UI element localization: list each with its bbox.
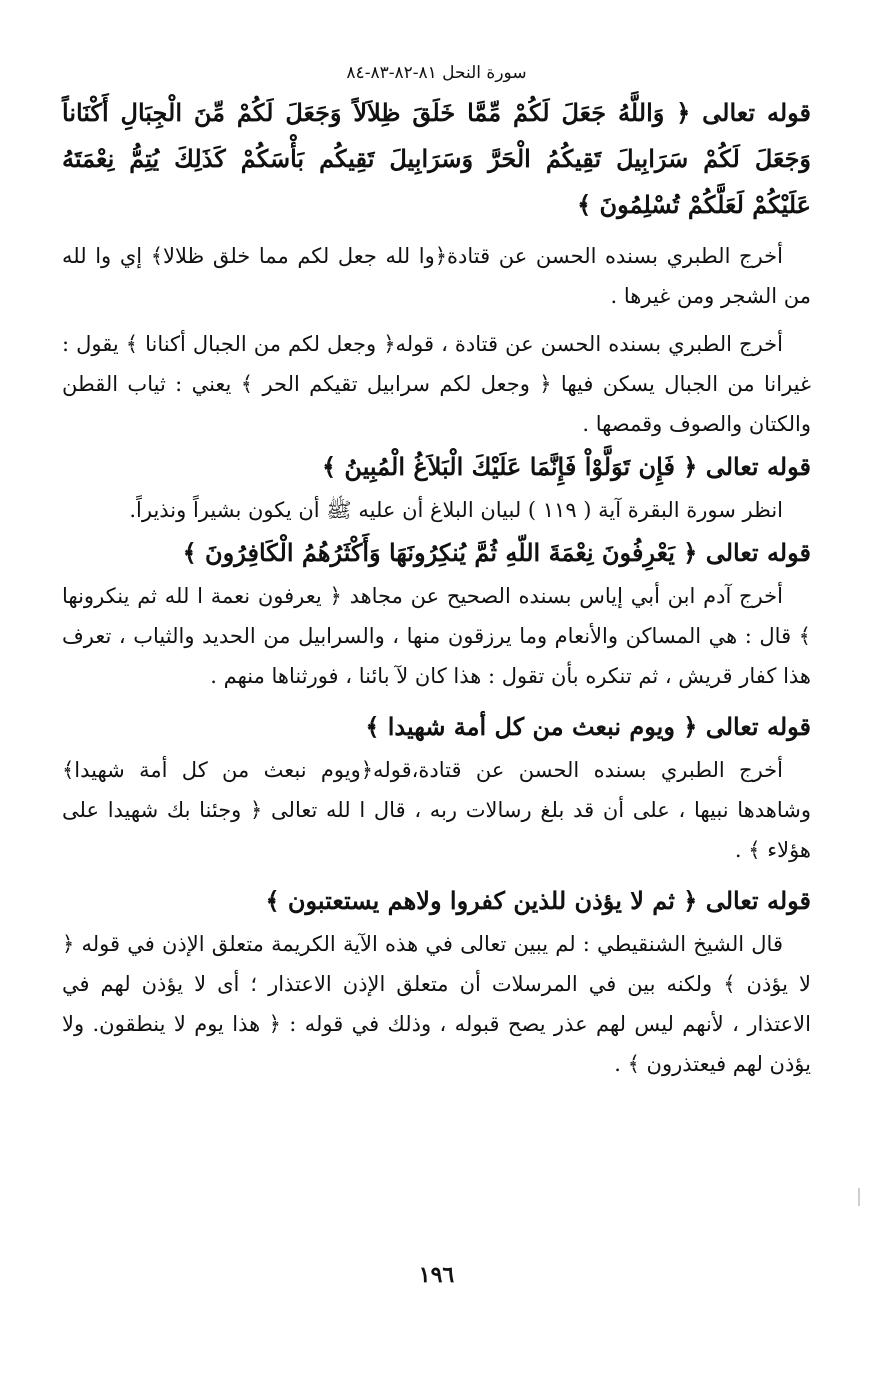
spacer: [62, 228, 811, 236]
page-number: ١٩٦: [418, 1262, 455, 1288]
commentary-paragraph: أخرج الطبري بسنده الحسن عن قتادة ، قوله﴿ وجعل لكم من الجبال أكنانا ﴾ يقول : غيرانا من الجبال يسكن فيها ﴿ وجعل لكم سرابيل تقيكم الحر ﴾ يعني : ثياب القطن والكتان والصوف وقمصها .: [62, 332, 811, 436]
commentary-paragraph: أخرج الطبري بسنده الحسن عن قتادة،قوله﴿ويوم نبعث من كل أمة شهيدا﴾ وشاهدها نبيها ، على أن قد بلغ رسالات ربه ، قال ا لله تعالى ﴿ وجئنا بك شهيدا على هؤلاء ﴾ .: [62, 758, 811, 862]
spacer: [62, 316, 811, 324]
verse-heading: قوله تعالى ﴿ وَاللَّهُ جَعَلَ لَكُمْ مِّمَّا خَلَقَ ظِلاَلاً وَجَعَلَ لَكُمْ مِّنَ الْجِبَالِ أَكْنَاناً وَجَعَلَ لَكُمْ سَرَابِيلَ تَقِيكُمُ الْحَرَّ وَسَرَابِيلَ تَقِيكُم بَأْسَكُمْ كَذَلِكَ يُتِمُّ نِعْمَتَهُ عَلَيْكُمْ لَعَلَّكُمْ تُسْلِمُونَ ﴾: [62, 98, 812, 219]
verse-heading: قوله تعالى ﴿ ثم لا يؤذن للذين كفروا ولاهم يستعتبون ﴾: [265, 886, 811, 915]
spacer: [62, 696, 811, 704]
verse-heading: قوله تعالى ﴿ ويوم نبعث من كل أمة شهيدا ﴾: [365, 712, 811, 741]
verse-heading: قوله تعالى ﴿ فَإِن تَوَلَّوْاْ فَإِنَّمَا عَلَيْكَ الْبَلاَغُ الْمُبِينُ ﴾: [322, 452, 811, 481]
commentary-paragraph: انظر سورة البقرة آية ( ١١٩ ) لبيان البلاغ أن عليه ﷺ أن يكون بشيراً ونذيراً.: [129, 498, 783, 522]
commentary-paragraph: قال الشيخ الشنقيطي : لم يبين تعالى في هذه الآية الكريمة متعلق الإذن في قوله ﴿ لا يؤذن ﴾ ولكنه بين في المرسلات أن متعلق الإذن الاعتذار ؛ أى لا يؤذن لهم في الاعتذار ، لأنهم ليس لهم عذر يصح قبوله ، وذلك في قوله : ﴿ هذا يوم لا ينطقون. ولا يؤذن لهم فيعتذرون ﴾ .: [62, 932, 811, 1076]
verse-heading: قوله تعالى ﴿ يَعْرِفُونَ نِعْمَةَ اللّهِ ثُمَّ يُنكِرُونَهَا وَأَكْثَرُهُمُ الْكَافِرُونَ ﴾: [182, 538, 811, 567]
commentary-paragraph: أخرج الطبري بسنده الحسن عن قتادة﴿وا لله جعل لكم مما خلق ظلالا﴾ إي وا لله من الشجر ومن غيرها .: [62, 244, 811, 308]
commentary-paragraph: أخرج آدم ابن أبي إياس بسنده الصحيح عن مجاهد ﴿ يعرفون نعمة ا لله ثم ينكرونها ﴾ قال : هي المساكن والأنعام وما يرزقون منها ، والسرابيل من الحديد والثياب ، تعرف هذا كفار قريش ، ثم تنكره بأن تقول : هذا كان لآ بائنا ، فورثناها منهم .: [62, 584, 811, 688]
spacer: [62, 870, 811, 878]
running-header: سورة النحل ٨١-٨٢-٨٣-٨٤: [346, 63, 527, 83]
margin-mark: [858, 1188, 860, 1206]
